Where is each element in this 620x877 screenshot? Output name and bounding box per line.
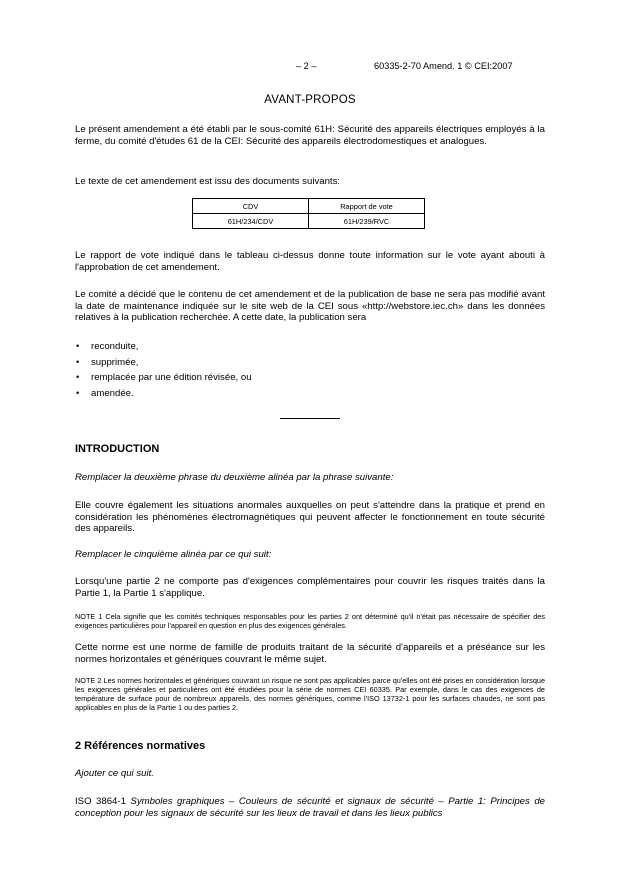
list-item-text: supprimée, [91,356,139,368]
note-1: NOTE 1 Cela signifie que les comités techniques responsables pour les parties 2 ont déterminé qu'il n'était pas nécessaire de spécifier des exigences particulières pour l'appareil en question en plus des exigences générales. [75,612,545,630]
document-reference: 60335-2-70 Amend. 1 © CEI:2007 [374,61,513,71]
introduction-heading: INTRODUCTION [75,443,160,455]
bullet-icon: • [76,372,80,383]
foreword-paragraph-2: Le texte de cet amendement est issu des documents suivants: [75,176,341,187]
list-item-text: amendée. [91,387,134,399]
normative-reference [75,796,545,819]
table-cell: 61H/234/CDV [193,214,309,229]
list-item [75,372,252,388]
list-item [75,388,252,404]
list-item [75,357,252,373]
table-header-cell: CDV [193,199,309,214]
reference-code: ISO 3864-1 [75,796,131,807]
documents-table [192,198,425,229]
page-number: – 2 – [296,61,317,71]
note-2: NOTE 2 Les normes horizontales et génériques couvrant un risque ne sont pas applicables parce qu'elles ont été prises en considération lorsque les exigences générales et particulières ont été étudiées pour la série de normes CEI 60335. Par exemple, dans le cas des exigences de température de surface pour de nombreux appareils, des normes génériques, comme l'ISO 13732-1 pour les surfaces chaudes, ne sont pas applicables en plus de la Partie 1 ou des parties 2. [75,676,545,712]
bullet-icon: • [76,387,80,399]
introduction-paragraph-1: Elle couvre également les situations anormales auxquelles on peut s'attendre dans la pratique et prend en considération les phénomènes électromagnétiques qui peuvent affecter le fonctionnement en toute sécurité des appareils. [75,500,545,535]
foreword-paragraph-3: Le rapport de vote indiqué dans le tableau ci-dessus donne toute information sur le vote ayant abouti à l'approbation de cet amendement. [75,250,545,273]
foreword-paragraph-1: Le présent amendement a été établi par le sous-comité 61H: Sécurité des appareils électriques employés à la ferme, du comité d'études 61 de la CEI: Sécurité des appareils électrodomestiques et analogues. [75,124,545,147]
foreword-title: AVANT-PROPOS [264,94,356,106]
publication-options-list [75,341,252,403]
list-item [75,341,252,357]
section-2-heading: 2 Références normatives [75,740,206,752]
bullet-icon: • [76,356,80,368]
introduction-paragraph-3: Cette norme est une norme de famille de produits traitant de la sécurité d'appareils et a préséance sur les normes horizontales et génériques couvrant le même sujet. [75,642,545,665]
table-header-cell: Rapport de vote [309,199,425,214]
table-row [193,214,425,229]
reference-title: Symboles graphiques – Couleurs de sécurité et signaux de sécurité – Partie 1: Principes de conception pour les signaux de sécurité sur les lieux de travail et dans les lieux publics [75,796,545,819]
introduction-instruction-1: Remplacer la deuxième phrase du deuxième alinéa par la phrase suivante: [75,472,394,483]
introduction-paragraph-2: Lorsqu'une partie 2 ne comporte pas d'exigences complémentaires pour couvrir les risques traités dans la Partie 1, la Partie 1 s'applique. [75,576,545,599]
foreword-paragraph-4: Le comité a décidé que le contenu de cet amendement et de la publication de base ne sera pas modifié avant la date de maintenance indiquée sur le site web de la CEI sous «http://webstore.iec.ch» dans les données relatives à la publication recherchée. A cette date, la publication sera [75,289,545,324]
introduction-instruction-2: Remplacer le cinquième alinéa par ce qui suit: [75,549,272,560]
list-item-text: reconduite, [91,341,139,352]
section-divider [280,418,340,419]
table-cell: 61H/239/RVC [309,214,425,229]
table-header-row [193,199,425,214]
section-2-instruction: Ajouter ce qui suit. [75,768,154,779]
list-item-text: remplacée par une édition révisée, ou [91,372,252,383]
bullet-icon: • [76,341,80,352]
